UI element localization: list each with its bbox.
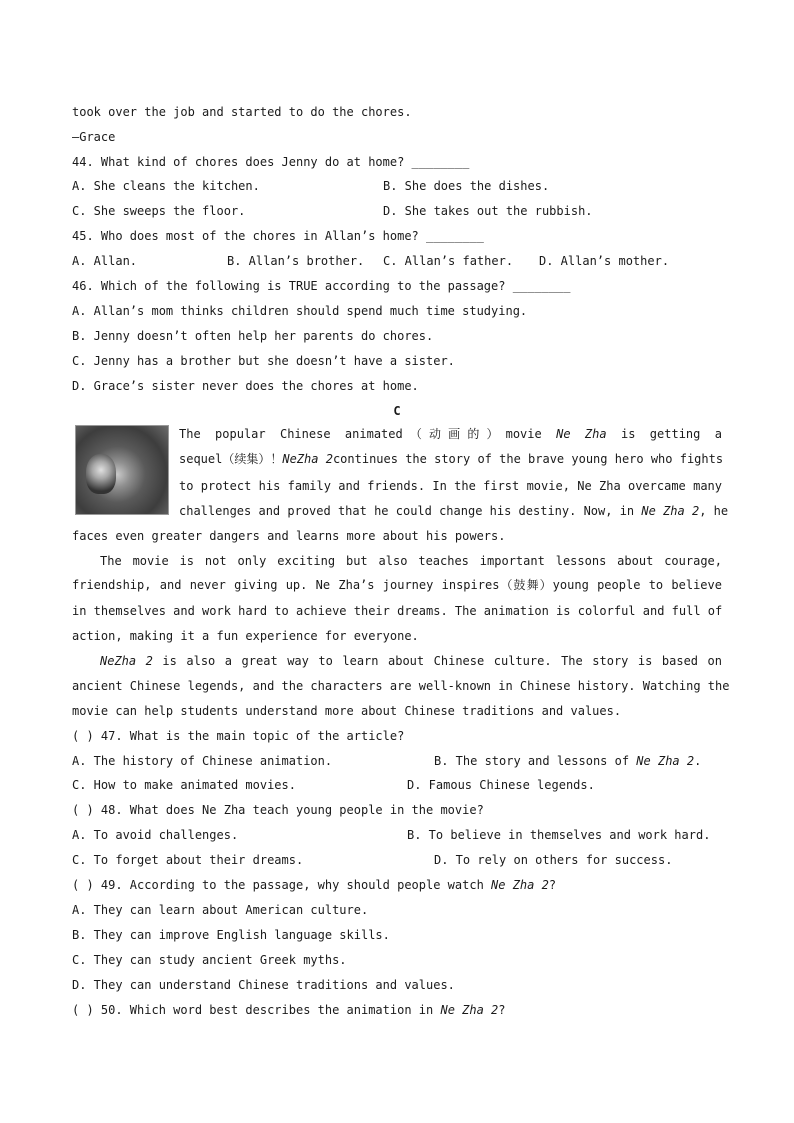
passage-b-signature: —Grace (72, 130, 116, 144)
ne-zha-figure-image (86, 454, 116, 494)
passage-c-p3-line2: ancient Chinese legends, and the characters are well-known in Chinese history. Watching the (72, 679, 730, 693)
passage-c-p1-line3: to protect his family and friends. In the first movie, Ne Zha overcame many (179, 479, 722, 493)
passage-c-p2-line1: The movie is not only exciting but also teaches important lessons about courage, (100, 554, 722, 568)
q45-option-a: A. Allan. (72, 254, 138, 268)
q49-option-b: B. They can improve English language skills. (72, 928, 390, 942)
q49-question: ( ) 49. According to the passage, why should people watch Ne Zha 2? (72, 878, 557, 892)
q45-option-c: C. Allan’s father. (383, 254, 514, 268)
q47-option-b: B. The story and lessons of Ne Zha 2. (434, 754, 702, 768)
q50-question: ( ) 50. Which word best describes the animation in Ne Zha 2? (72, 1003, 506, 1017)
passage-c-p2-line3: in themselves and work hard to achieve their dreams. The animation is colorful and full of (72, 604, 723, 618)
q47-option-c: C. How to make animated movies. (72, 778, 296, 792)
q49-option-d: D. They can understand Chinese traditions and values. (72, 978, 455, 992)
passage-c-p3-line3: movie can help students understand more about Chinese traditions and values. (72, 704, 622, 718)
passage-c-p1-line4: challenges and proved that he could change his destiny. Now, in Ne Zha 2, he (179, 504, 729, 518)
q45-question: 45. Who does most of the chores in Allan’s home? ________ (72, 229, 484, 243)
q46-option-a: A. Allan’s mom thinks children should spend much time studying. (72, 304, 528, 318)
q47-question: ( ) 47. What is the main topic of the article? (72, 729, 405, 743)
passage-c-p1-line1: The popular Chinese animated（动画的）movie Ne Zha is getting a (179, 427, 722, 441)
q48-option-d: D. To rely on others for success. (434, 853, 673, 867)
q46-option-c: C. Jenny has a brother but she doesn’t have a sister. (72, 354, 455, 368)
q46-option-d: D. Grace’s sister never does the chores at home. (72, 379, 419, 393)
passage-c-p1-line2: sequel（续集）！NeZha 2continues the story of the brave young hero who fights (179, 452, 724, 466)
passage-c-p2-line4: action, making it a fun experience for everyone. (72, 629, 419, 643)
ne-zha-photo (75, 425, 169, 515)
section-c-heading: C (393, 404, 401, 418)
q45-option-b: B. Allan’s brother. (227, 254, 365, 268)
q49-option-a: A. They can learn about American culture. (72, 903, 369, 917)
q47-option-d: D. Famous Chinese legends. (407, 778, 595, 792)
q48-option-c: C. To forget about their dreams. (72, 853, 304, 867)
q48-option-b: B. To believe in themselves and work hard. (407, 828, 711, 842)
passage-c-p3-line1: NeZha 2 is also a great way to learn about Chinese culture. The story is based on (100, 654, 722, 668)
q44-option-b: B. She does the dishes. (383, 179, 550, 193)
q47-option-a: A. The history of Chinese animation. (72, 754, 333, 768)
q44-option-d: D. She takes out the rubbish. (383, 204, 593, 218)
q45-option-d: D. Allan’s mother. (539, 254, 670, 268)
q46-option-b: B. Jenny doesn’t often help her parents do chores. (72, 329, 434, 343)
q44-question: 44. What kind of chores does Jenny do at home? ________ (72, 155, 470, 169)
q44-option-c: C. She sweeps the floor. (72, 204, 246, 218)
passage-b-last-line: took over the job and started to do the chores. (72, 105, 412, 119)
q44-option-a: A. She cleans the kitchen. (72, 179, 260, 193)
passage-c-p2-line2: friendship, and never giving up. Ne Zha’s journey inspires（鼓舞）young people to believe (72, 578, 722, 592)
q48-option-a: A. To avoid challenges. (72, 828, 239, 842)
q49-option-c: C. They can study ancient Greek myths. (72, 953, 347, 967)
q46-question: 46. Which of the following is TRUE according to the passage? ________ (72, 279, 571, 293)
passage-c-p1-line5: faces even greater dangers and learns more about his powers. (72, 529, 506, 543)
q48-question: ( ) 48. What does Ne Zha teach young people in the movie? (72, 803, 484, 817)
